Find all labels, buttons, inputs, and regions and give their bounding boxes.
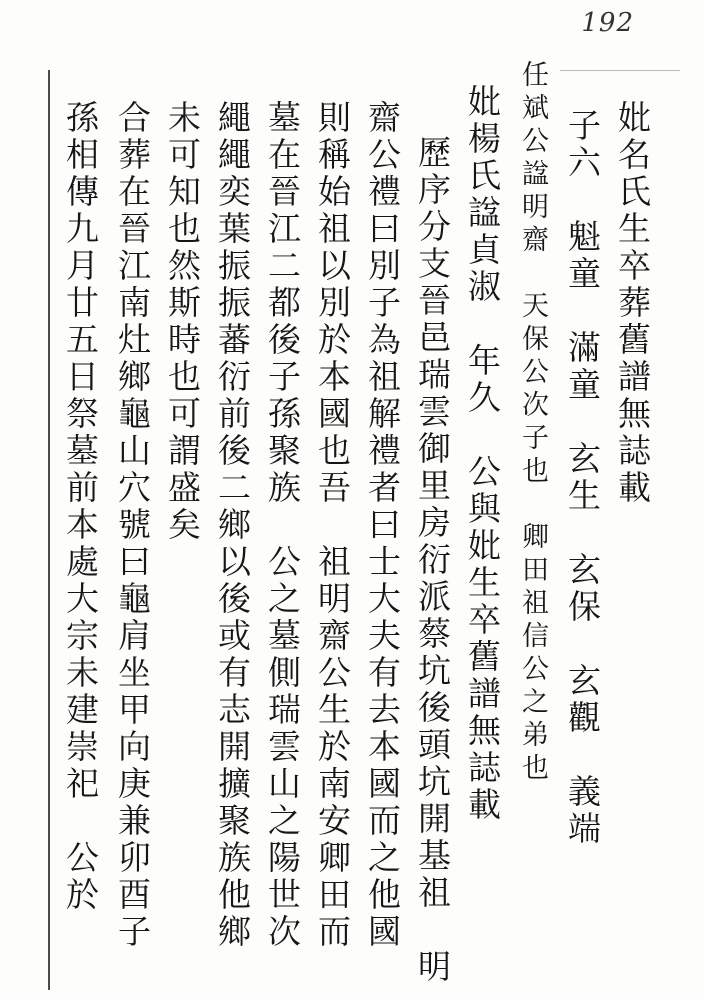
top-rule — [560, 70, 680, 71]
text-column-6: 齋公禮曰別子為祖解禮者曰士大夫有去本國而之他國 — [363, 100, 402, 951]
page-number: 192 — [581, 8, 634, 38]
text-column-3: 任斌公諡明齋 天保公次子也 卿田祖信公之弟也 — [517, 60, 548, 786]
text-column-5: 歷序分支晉邑瑞雲御里房衍派蔡坑後頭坑開基祖 明 — [413, 135, 452, 986]
text-column-11: 合葬在晉江南灶鄉龜山穴號曰龜肩坐甲向庚兼卯酉子 — [113, 100, 152, 951]
text-column-2: 子六 魁童 滿童 玄生 玄保 玄觀 義端 — [563, 108, 602, 848]
text-column-8: 墓在晉江二都後子孫聚族 公之墓側瑞雲山之陽世次 — [263, 100, 302, 951]
text-column-4: 妣楊氏諡貞淑 年久 公與妣生卒舊譜無誌載 — [463, 84, 502, 824]
text-column-9: 繩繩奕葉振振蕃衍前後二鄉以後或有志開擴聚族他鄉 — [213, 100, 252, 951]
text-column-1: 妣名氏生卒葬舊譜無誌載 — [613, 100, 652, 507]
left-margin-rule — [48, 70, 50, 990]
text-column-12: 孫相傳九月廿五日祭墓前本處大宗未建崇祀 公於 — [61, 100, 100, 914]
text-column-7: 則稱始祖以別於本國也吾 祖明齋公生於南安卿田而 — [313, 100, 352, 951]
text-column-10: 未可知也然斯時也可謂盛矣 — [163, 100, 202, 544]
